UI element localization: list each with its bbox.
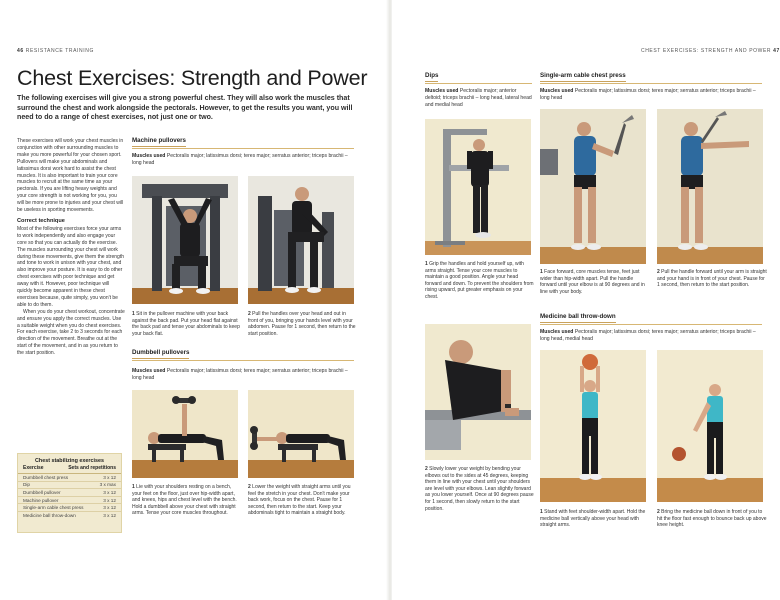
step-number: 1 xyxy=(540,509,543,515)
muscles-label: Muscles used xyxy=(540,329,574,335)
throw-down-photo-1 xyxy=(540,350,646,502)
muscles-label: Muscles used xyxy=(132,153,166,159)
machine-pullovers-heading: Machine pullovers xyxy=(132,137,186,147)
muscles-label: Muscles used xyxy=(540,88,574,94)
left-page xyxy=(0,0,388,600)
table-row xyxy=(18,474,121,482)
muscles-label: Muscles used xyxy=(132,368,166,374)
muscles-label: Muscles used xyxy=(425,88,459,94)
section-rule xyxy=(425,83,532,84)
row-exercise: Dumbbell chest press xyxy=(23,474,69,480)
row-exercise: Medicine ball throw-down xyxy=(23,512,76,518)
throw-down-muscles xyxy=(540,329,764,343)
table-row xyxy=(18,504,121,512)
right-page xyxy=(392,0,780,600)
dumbbell-pullover-photo-1 xyxy=(132,390,238,478)
body-paragraph-3: When you do your chest workout, concentrate and ensure you apply the correct muscles. Use a suitable weight when you do chest exercises. For each exercise, take 2 to 3 seconds for each direction of the movement. Breathe out at the start of the movement, and in as you return to the start position. xyxy=(17,308,125,357)
caption-text: Sit in the pullover machine with your back against the back pad. Put your head flat against the back pad and tense your abdominals to keep your back flat. xyxy=(132,311,240,337)
intro-paragraph: The following exercises will give you a strong powerful chest. They will also work the muscles that surround the chest and work alongside the pectorals. However, to get the results you want, you will need to do a range of chest exercises, not just one or two. xyxy=(17,94,353,122)
row-exercise: Dumbbell pullover xyxy=(23,489,61,495)
table-row xyxy=(18,489,121,497)
dumbbell-pullover-photo-2 xyxy=(248,390,354,478)
table-row xyxy=(18,482,121,490)
row-exercise: Single-arm cable chest press xyxy=(23,505,84,511)
section-rule xyxy=(540,324,762,325)
dumbbell-pullovers-muscles xyxy=(132,368,354,382)
dumbbell-pullover-caption-2 xyxy=(248,484,356,517)
step-number: 2 xyxy=(425,466,428,472)
dips-caption-2 xyxy=(425,466,535,512)
cable-press-muscles xyxy=(540,88,764,102)
table-row xyxy=(18,497,121,505)
row-sets: 3 x 12 xyxy=(103,512,116,518)
right-folio xyxy=(641,48,780,54)
dumbbell-pullovers-heading: Dumbbell pullovers xyxy=(132,349,189,359)
row-sets: 3 x 12 xyxy=(103,489,116,495)
row-exercise: Dip xyxy=(23,482,31,488)
machine-pullover-photo-2 xyxy=(248,176,354,304)
cable-press-caption-2 xyxy=(657,269,767,289)
machine-pullover-photo-1 xyxy=(132,176,238,304)
dips-muscles xyxy=(425,88,533,108)
row-exercise: Machine pullover xyxy=(23,497,59,503)
section-rule xyxy=(132,360,354,361)
step-number: 2 xyxy=(657,509,660,515)
caption-text: Stand with feet shoulder-width apart. Hold the medicine ball vertically above your head with straight arms. xyxy=(540,509,646,529)
throw-down-heading: Medicine ball throw-down xyxy=(540,313,616,323)
step-number: 2 xyxy=(248,484,251,490)
throw-down-caption-2 xyxy=(657,509,767,529)
body-paragraph-2: Most of the following exercises force your arms to work independently and also engage your core so that you can actually do the exercise. The muscles surrounding your chest will work during these movements, give them the strength and tone to work in unison with your chest, and also improve your posture. It is easy to do other chest exercises with poor technique and get away with it. However, poor technique will quickly become apparent in these chest exercises because, quite simply, you won't be able to do them. xyxy=(17,225,125,308)
cable-press-heading: Single-arm cable chest press xyxy=(540,72,626,82)
caption-text: Lie with your shoulders resting on a bench, your feet on the floor, just over hip-width apart, and knees, hips and chest level with the bench. Hold a dumbbell above your chest with straight arms. Tense your core muscles throughout. xyxy=(132,484,237,517)
running-head: RESISTANCE TRAINING xyxy=(25,48,94,54)
page-number: 47 xyxy=(773,48,780,54)
caption-text: Lower the weight with straight arms until you feel the stretch in your chest. Don't make your back work, focus on the chest. Pause for 1 second, then return to the start. Keep your abdominals tight to maintain a straight body. xyxy=(248,484,351,517)
caption-text: Face forward, core muscles tense, feet just wider than hip-width apart. Pull the handle forward until your elbow is at 90 degrees and in line with your body. xyxy=(540,269,645,295)
step-number: 1 xyxy=(540,269,543,275)
machine-pullovers-muscles xyxy=(132,153,354,167)
muscles-text: Pectoralis major; latissimus dorsi; teres major; serratus anterior; triceps brachii – long head xyxy=(132,153,348,166)
caption-text: Pull the handle forward until your arm is straight and your hand is in front of your chest. Pause for 1 second, then return to the start position. xyxy=(657,269,767,289)
dips-heading: Dips xyxy=(425,72,438,82)
header-exercise: Exercise xyxy=(23,465,44,471)
technique-heading: Correct technique xyxy=(17,217,65,224)
table-title: Chest stabilizing exercises xyxy=(35,458,104,464)
section-rule xyxy=(540,83,762,84)
running-head: CHEST EXERCISES: STRENGTH AND POWER xyxy=(641,48,772,54)
page-title: Chest Exercises: Strength and Power xyxy=(17,66,368,90)
table-row xyxy=(18,512,121,519)
cable-press-photo-1 xyxy=(540,109,646,264)
row-sets: 3 x 12 xyxy=(103,505,116,511)
dumbbell-pullover-caption-1 xyxy=(132,484,240,517)
machine-pullover-caption-1 xyxy=(132,311,240,337)
row-sets: 3 x 12 xyxy=(103,474,116,480)
row-sets: 3 x max xyxy=(99,482,116,488)
caption-text: Bring the medicine ball down in front of you to hit the floor fast enough to bounce back up above knee height. xyxy=(657,509,767,529)
left-folio xyxy=(17,48,94,54)
dips-caption-1 xyxy=(425,261,535,301)
table-header xyxy=(18,464,121,474)
body-text xyxy=(17,138,125,357)
stabilizing-table xyxy=(17,453,122,533)
dips-photo-2 xyxy=(425,324,531,460)
muscles-text: Pectoralis major; latissimus dorsi; teres major; serratus anterior; triceps brachii – long head, medial head xyxy=(540,329,756,342)
dips-photo-1 xyxy=(425,119,531,255)
step-number: 2 xyxy=(248,311,251,317)
muscles-text: Pectoralis major; latissimus dorsi; teres major; serratus anterior; triceps brachii – long head xyxy=(540,88,756,101)
machine-pullover-caption-2 xyxy=(248,311,356,337)
muscles-text: Pectoralis major; latissimus dorsi; teres major; serratus anterior; triceps brachii – long head xyxy=(132,368,348,381)
step-number: 1 xyxy=(425,261,428,267)
header-sets: Sets and repetitions xyxy=(68,465,116,471)
section-rule xyxy=(132,148,354,149)
cable-press-photo-2 xyxy=(657,109,763,264)
cable-press-caption-1 xyxy=(540,269,650,295)
caption-text: Grip the handles and hold yourself up, with arms straight. Tense your core muscles to maintain a good position. Angle your head forward and down. To prevent the shoulders from rising upward, put greater emphasis on your chest. xyxy=(425,261,534,300)
body-paragraph-1: These exercises will work your chest muscles in conjunction with other surrounding muscles to make you more powerful for your chosen sport. Pullovers will make your abdominals and latissimus dorsi work hard to assist the chest muscles. It is also important to train your core muscles to recruit at the same time as your pectorals. If you are lifting heavy weights and your core strength is not working for you, you will be more prone to injuries and your chest will be useless in sporting movements. xyxy=(17,138,124,214)
caption-text: Pull the handles over your head and out in front of you, bringing your hands level with your abdomen. Pause for 1 second, then return to the start position. xyxy=(248,311,356,337)
throw-down-caption-1 xyxy=(540,509,650,529)
row-sets: 3 x 12 xyxy=(103,497,116,503)
caption-text: Slowly lower your weight by bending your elbows out to the sides at 45 degrees, keeping them in line with your chest until your shoulders are level with your elbows. Lean slightly forward as you lower yourself. Once at 90 degrees pause for 1 second, then slowly return to the start position. xyxy=(425,466,534,512)
step-number: 1 xyxy=(132,311,135,317)
page-number: 46 xyxy=(17,48,24,54)
muscles-text: Pectoralis major; anterior deltoid; triceps brachii – long head, lateral head and medial head xyxy=(425,88,532,108)
throw-down-photo-2 xyxy=(657,350,763,502)
step-number: 1 xyxy=(132,484,135,490)
step-number: 2 xyxy=(657,269,660,275)
